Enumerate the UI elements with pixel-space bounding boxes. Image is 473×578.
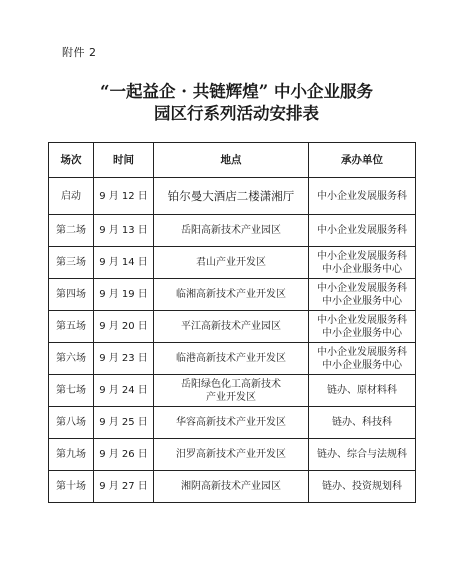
organizer-cell <box>309 178 416 215</box>
table-row <box>49 471 416 503</box>
table-row <box>49 247 416 279</box>
organizer-cell <box>309 311 416 343</box>
time-cell: 9 月 12 日 <box>94 178 154 215</box>
place-cell <box>154 407 309 439</box>
session-cell: 第七场 <box>49 375 94 407</box>
session-cell: 第五场 <box>49 311 94 343</box>
organizer-cell <box>309 407 416 439</box>
place-cell <box>154 375 309 407</box>
table-row <box>49 375 416 407</box>
place-cell <box>154 178 309 215</box>
organizer-line: 中小企业发展服务科 <box>317 225 407 236</box>
place-line: 君山产业开发区 <box>196 257 266 268</box>
table-row <box>49 439 416 471</box>
place-cell <box>154 343 309 375</box>
organizer-line: 中小企业服务中心 <box>322 295 402 307</box>
organizer-cell <box>309 247 416 279</box>
organizer-line: 链办、投资规划科 <box>322 481 402 492</box>
session-cell: 第六场 <box>49 343 94 375</box>
place-line: 临港高新技术产业开发区 <box>176 353 286 364</box>
time-cell: 9 月 23 日 <box>94 343 154 375</box>
session-cell: 第十场 <box>49 471 94 503</box>
table-row <box>49 279 416 311</box>
session-cell: 第九场 <box>49 439 94 471</box>
table-header-row <box>49 143 416 178</box>
organizer-cell <box>309 439 416 471</box>
place-line: 平江高新技术产业园区 <box>181 321 281 332</box>
attachment-label: 附件 2 <box>62 46 97 59</box>
organizer-line: 中小企业服务中心 <box>322 359 402 371</box>
time-cell: 9 月 24 日 <box>94 375 154 407</box>
session-cell: 启动 <box>49 178 94 215</box>
table-row <box>49 311 416 343</box>
schedule-table <box>48 142 416 503</box>
time-cell: 9 月 20 日 <box>94 311 154 343</box>
table-body <box>49 178 416 503</box>
place-cell <box>154 247 309 279</box>
time-cell: 9 月 14 日 <box>94 247 154 279</box>
document-title-line1: “一起益企 · 共链辉煌” 中小企业服务 <box>100 82 373 101</box>
organizer-cell <box>309 375 416 407</box>
organizer-line: 链办、原材料科 <box>327 385 397 396</box>
place-cell <box>154 279 309 311</box>
document-title-line2: 园区行系列活动安排表 <box>154 104 319 123</box>
place-line: 湘阴高新技术产业园区 <box>181 481 281 492</box>
session-cell: 第八场 <box>49 407 94 439</box>
time-cell: 9 月 26 日 <box>94 439 154 471</box>
session-cell: 第四场 <box>49 279 94 311</box>
place-line: 华容高新技术产业开发区 <box>176 417 286 428</box>
header-time: 时间 <box>94 143 154 178</box>
organizer-line: 中小企业发展服务科 <box>317 346 407 358</box>
organizer-line: 中小企业服务中心 <box>322 327 402 339</box>
organizer-line: 中小企业发展服务科 <box>317 314 407 326</box>
organizer-line: 中小企业发展服务科 <box>317 190 407 202</box>
table-row <box>49 343 416 375</box>
header-session: 场次 <box>49 143 94 178</box>
place-cell <box>154 471 309 503</box>
table-row <box>49 178 416 215</box>
organizer-line: 链办、综合与法规科 <box>317 449 407 460</box>
session-cell: 第二场 <box>49 215 94 247</box>
table-row <box>49 215 416 247</box>
place-line: 产业开发区 <box>206 391 256 403</box>
header-organizer: 承办单位 <box>309 143 416 178</box>
organizer-line: 中小企业发展服务科 <box>317 250 407 262</box>
organizer-cell <box>309 343 416 375</box>
session-cell: 第三场 <box>49 247 94 279</box>
organizer-line: 中小企业发展服务科 <box>317 282 407 294</box>
time-cell: 9 月 27 日 <box>94 471 154 503</box>
place-line: 岳阳绿色化工高新技术 <box>181 378 281 390</box>
organizer-line: 链办、科技科 <box>332 417 392 428</box>
time-cell: 9 月 13 日 <box>94 215 154 247</box>
organizer-cell <box>309 471 416 503</box>
place-cell <box>154 439 309 471</box>
place-line: 铂尔曼大酒店二楼潇湘厅 <box>167 188 295 203</box>
place-line: 岳阳高新技术产业园区 <box>181 225 281 236</box>
time-cell: 9 月 19 日 <box>94 279 154 311</box>
place-line: 汨罗高新技术产业开发区 <box>176 449 286 460</box>
place-cell <box>154 215 309 247</box>
time-cell: 9 月 25 日 <box>94 407 154 439</box>
table-row <box>49 407 416 439</box>
organizer-cell <box>309 279 416 311</box>
place-line: 临湘高新技术产业开发区 <box>176 289 286 300</box>
organizer-line: 中小企业服务中心 <box>322 263 402 275</box>
header-place: 地点 <box>154 143 309 178</box>
organizer-cell <box>309 215 416 247</box>
place-cell <box>154 311 309 343</box>
